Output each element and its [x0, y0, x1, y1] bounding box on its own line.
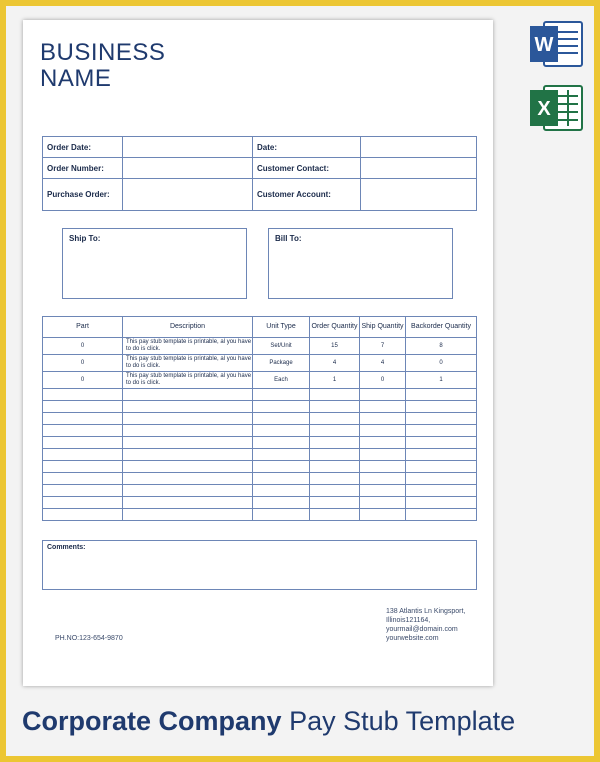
empty-cell — [406, 425, 477, 437]
title-bold: Corporate Company — [22, 706, 282, 736]
ship-to-box — [62, 228, 247, 299]
empty-cell — [406, 401, 477, 413]
empty-cell — [253, 413, 310, 425]
empty-cell — [310, 485, 360, 497]
empty-cell — [360, 389, 406, 401]
empty-cell — [253, 485, 310, 497]
email-line: yourmail@domain.com — [386, 626, 458, 633]
order-qty-cell: 15 — [310, 338, 360, 355]
table-row — [43, 355, 477, 372]
empty-cell — [406, 413, 477, 425]
empty-cell — [253, 461, 310, 473]
empty-cell — [360, 485, 406, 497]
part-cell: 0 — [43, 338, 123, 355]
empty-cell — [43, 413, 123, 425]
part-cell: 0 — [43, 355, 123, 372]
empty-cell — [406, 497, 477, 509]
empty-cell — [253, 509, 310, 521]
part-cell: 0 — [43, 372, 123, 389]
empty-cell — [406, 473, 477, 485]
order-number-label: Order Number: — [43, 158, 123, 179]
address-line: Illinois121164, — [386, 617, 431, 624]
table-row — [43, 372, 477, 389]
empty-cell — [360, 413, 406, 425]
empty-table-row — [43, 389, 477, 401]
address-block — [386, 607, 465, 643]
order-info-table — [42, 136, 477, 211]
document-page — [23, 20, 493, 686]
svg-text:X: X — [537, 98, 551, 120]
empty-cell — [123, 401, 253, 413]
empty-table-row — [43, 401, 477, 413]
empty-cell — [253, 425, 310, 437]
empty-cell — [360, 473, 406, 485]
unit-type-cell: Each — [253, 372, 310, 389]
items-header-row — [43, 317, 477, 338]
description-cell: This pay stub template is printable, al you have to do is click. — [123, 355, 253, 372]
empty-cell — [310, 509, 360, 521]
empty-cell — [43, 389, 123, 401]
empty-cell — [43, 461, 123, 473]
ship-qty-cell: 0 — [360, 372, 406, 389]
empty-cell — [123, 473, 253, 485]
svg-text:W: W — [534, 34, 554, 56]
backorder-qty-cell: 0 — [406, 355, 477, 372]
empty-cell — [310, 473, 360, 485]
empty-cell — [360, 449, 406, 461]
backorder-qty-cell: 1 — [406, 372, 477, 389]
empty-table-row — [43, 497, 477, 509]
empty-cell — [406, 485, 477, 497]
word-icon[interactable] — [528, 18, 584, 70]
empty-cell — [123, 413, 253, 425]
table-row — [43, 338, 477, 355]
customer-account-label: Customer Account: — [253, 179, 361, 211]
backorder-qty-cell: 8 — [406, 338, 477, 355]
ship-to-label: Ship To: — [69, 234, 101, 243]
empty-cell — [43, 497, 123, 509]
empty-cell — [43, 509, 123, 521]
phone-number: PH.NO:123-654-9870 — [55, 635, 123, 642]
empty-cell — [360, 437, 406, 449]
empty-cell — [310, 437, 360, 449]
order-number-value — [123, 158, 253, 179]
empty-cell — [123, 449, 253, 461]
business-name: BUSINESS NAME — [40, 39, 166, 92]
empty-table-row — [43, 413, 477, 425]
purchase-order-label: Purchase Order: — [43, 179, 123, 211]
header-order-quantity: Order Quantity — [310, 317, 360, 338]
unit-type-cell: Package — [253, 355, 310, 372]
empty-table-row — [43, 509, 477, 521]
empty-cell — [406, 449, 477, 461]
empty-cell — [360, 509, 406, 521]
empty-cell — [310, 413, 360, 425]
frame — [6, 6, 594, 756]
comments-box — [42, 540, 477, 590]
customer-contact-value — [361, 158, 477, 179]
empty-cell — [253, 473, 310, 485]
ship-qty-cell: 4 — [360, 355, 406, 372]
empty-cell — [310, 401, 360, 413]
empty-cell — [360, 425, 406, 437]
empty-cell — [406, 461, 477, 473]
description-cell: This pay stub template is printable, al you have to do is click. — [123, 338, 253, 355]
empty-cell — [253, 497, 310, 509]
empty-cell — [43, 449, 123, 461]
title-regular: Pay Stub Template — [289, 706, 516, 736]
empty-cell — [123, 437, 253, 449]
empty-cell — [360, 497, 406, 509]
comments-label: Comments: — [47, 544, 86, 551]
empty-cell — [43, 437, 123, 449]
header-ship-quantity: Ship Quantity — [360, 317, 406, 338]
empty-cell — [406, 509, 477, 521]
date-value — [361, 137, 477, 158]
empty-cell — [123, 461, 253, 473]
empty-table-row — [43, 425, 477, 437]
empty-cell — [406, 437, 477, 449]
header-backorder-quantity: Backorder Quantity — [406, 317, 477, 338]
order-qty-cell: 1 — [310, 372, 360, 389]
empty-cell — [43, 401, 123, 413]
empty-cell — [406, 389, 477, 401]
excel-icon[interactable] — [528, 82, 584, 134]
purchase-order-value — [123, 179, 253, 211]
empty-cell — [123, 497, 253, 509]
date-label: Date: — [253, 137, 361, 158]
empty-cell — [43, 425, 123, 437]
customer-contact-label: Customer Contact: — [253, 158, 361, 179]
order-qty-cell: 4 — [310, 355, 360, 372]
empty-cell — [43, 485, 123, 497]
empty-cell — [360, 401, 406, 413]
empty-table-row — [43, 449, 477, 461]
empty-cell — [123, 509, 253, 521]
bill-to-label: Bill To: — [275, 234, 302, 243]
unit-type-cell: Set/Unit — [253, 338, 310, 355]
empty-table-row — [43, 485, 477, 497]
order-date-label: Order Date: — [43, 137, 123, 158]
empty-cell — [310, 497, 360, 509]
address-line: 138 Atlantis Ln Kingsport, — [386, 608, 466, 615]
empty-cell — [310, 461, 360, 473]
order-date-value — [123, 137, 253, 158]
customer-account-value — [361, 179, 477, 211]
empty-table-row — [43, 461, 477, 473]
empty-cell — [253, 437, 310, 449]
page-title — [22, 706, 515, 737]
bill-to-box — [268, 228, 453, 299]
empty-table-row — [43, 437, 477, 449]
empty-cell — [253, 389, 310, 401]
empty-cell — [43, 473, 123, 485]
ship-qty-cell: 7 — [360, 338, 406, 355]
empty-cell — [310, 389, 360, 401]
website-line: yourwebsite.com — [386, 635, 439, 642]
items-table — [42, 316, 477, 521]
empty-cell — [253, 449, 310, 461]
empty-cell — [253, 401, 310, 413]
header-part: Part — [43, 317, 123, 338]
empty-cell — [123, 389, 253, 401]
header-unit-type: Unit Type — [253, 317, 310, 338]
description-cell: This pay stub template is printable, al you have to do is click. — [123, 372, 253, 389]
empty-cell — [123, 425, 253, 437]
empty-cell — [310, 449, 360, 461]
empty-cell — [123, 485, 253, 497]
empty-cell — [360, 461, 406, 473]
empty-cell — [310, 425, 360, 437]
empty-table-row — [43, 473, 477, 485]
header-description: Description — [123, 317, 253, 338]
